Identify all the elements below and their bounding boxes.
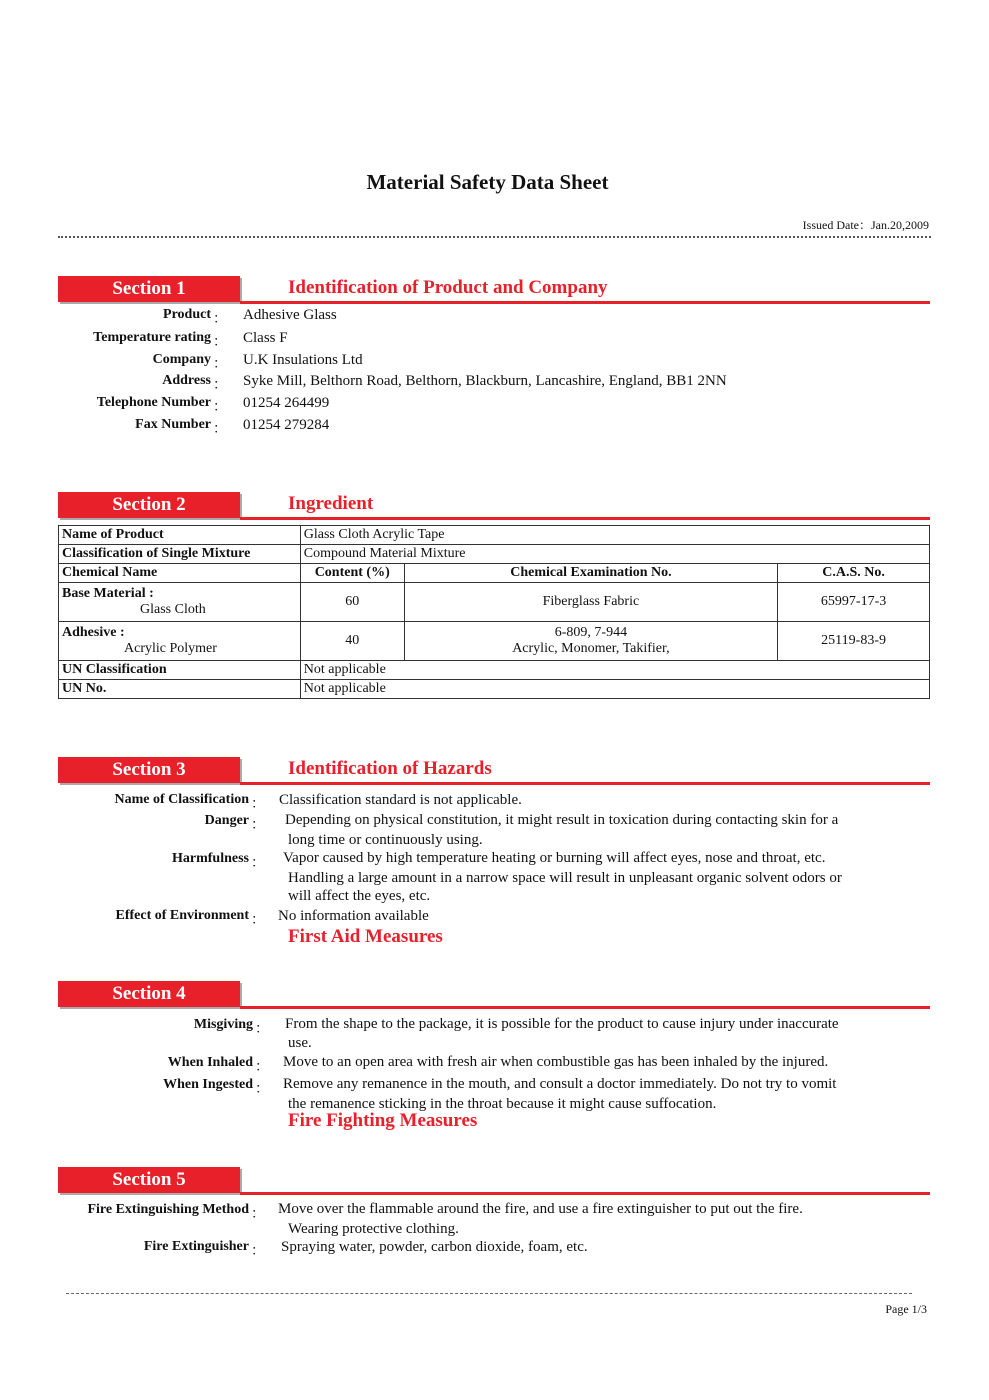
section-5-header <box>58 1167 930 1195</box>
harmfulness-line-3: will affect the eyes, etc. <box>288 888 431 904</box>
un-no-label: UN No. <box>59 680 301 699</box>
product-value: Adhesive Glass <box>243 307 337 323</box>
un-no-value: Not applicable <box>300 680 929 699</box>
section-2-tab: Section 2 <box>58 492 240 518</box>
danger-line-1: Depending on physical constitution, it might result in toxication during contacting skin for a <box>285 812 839 828</box>
temperature-rating-value: Class F <box>243 330 288 346</box>
header-content: Content (%) <box>300 564 404 583</box>
ingested-line-2: the remanence sticking in the throat because it might cause suffocation. <box>288 1096 717 1112</box>
section-1-rule <box>240 301 930 304</box>
address-label: Address <box>162 373 211 388</box>
header-exam-no: Chemical Examination No. <box>404 564 777 583</box>
table-row <box>59 545 930 564</box>
exam-no-line: 6-809, 7-944 <box>554 625 628 640</box>
section-4-rule <box>240 1006 930 1009</box>
table-row <box>59 680 930 699</box>
telephone-value: 01254 264499 <box>243 395 330 411</box>
address-value: Syke Mill, Belthorn Road, Belthorn, Blackburn, Lancashire, England, BB1 2NN <box>243 373 727 389</box>
section-3-rule <box>240 782 930 785</box>
ingested-label: When Ingested <box>163 1077 253 1092</box>
table-header-row <box>59 564 930 583</box>
misgiving-line-1: From the shape to the package, it is possible for the product to cause injury under inaccurate <box>285 1016 839 1032</box>
chemical-name-cell <box>59 622 301 661</box>
colon: ： <box>213 422 227 437</box>
name-of-product-label: Name of Product <box>59 526 301 545</box>
section-1-tab: Section 1 <box>58 276 240 302</box>
harmfulness-label: Harmfulness <box>172 851 249 866</box>
ingested-line-1: Remove any remanence in the mouth, and consult a doctor immediately. Do not try to vomit <box>283 1076 837 1092</box>
exam-no-cell: Fiberglass Fabric <box>404 583 777 622</box>
table-row <box>59 661 930 680</box>
group-label: Adhesive : <box>62 625 125 640</box>
section-3-tab: Section 3 <box>58 757 240 783</box>
section-3-title: Identification of Hazards <box>288 758 492 779</box>
telephone-label: Telephone Number <box>96 395 211 410</box>
section-2-rule <box>240 517 930 520</box>
content-cell: 60 <box>300 583 404 622</box>
issued-value: Jan.20,2009 <box>871 218 929 232</box>
chemical-name: Glass Cloth <box>140 602 206 617</box>
un-classification-value: Not applicable <box>300 661 929 680</box>
harmfulness-line-2: Handling a large amount in a narrow space will result in unpleasant organic solvent odors or <box>288 870 842 886</box>
table-row <box>59 526 930 545</box>
cas-no-cell: 65997-17-3 <box>778 583 930 622</box>
table-row <box>59 622 930 661</box>
extinguishing-method-label: Fire Extinguishing Method <box>87 1202 249 1217</box>
extinguishing-method-line-2: Wearing protective clothing. <box>288 1221 459 1237</box>
colon: ： <box>213 400 227 415</box>
danger-label: Danger <box>204 813 249 828</box>
company-label: Company <box>152 352 211 367</box>
classification-name-value: Classification standard is not applicable. <box>279 792 522 808</box>
document-title: Material Safety Data Sheet <box>366 170 609 194</box>
colon: ： <box>213 357 227 372</box>
cas-no-cell: 25119-83-9 <box>778 622 930 661</box>
group-label: Base Material : <box>62 586 154 601</box>
environment-label: Effect of Environment <box>115 908 249 923</box>
chemical-name-cell <box>59 583 301 622</box>
colon: ： <box>255 1082 269 1097</box>
classification-label: Classification of Single Mixture <box>59 545 301 564</box>
extinguisher-label: Fire Extinguisher <box>143 1239 249 1254</box>
colon: ： <box>251 913 265 928</box>
section-3-header <box>58 757 930 785</box>
issued-date <box>803 216 929 233</box>
colon: ： <box>255 1060 269 1075</box>
exam-no-line: Acrylic, Monomer, Takifier, <box>512 641 670 656</box>
section-5-title: Fire Fighting Measures <box>288 1110 478 1131</box>
colon: ： <box>213 335 227 350</box>
header-cas-no: C.A.S. No. <box>778 564 930 583</box>
classification-value: Compound Material Mixture <box>300 545 929 564</box>
inhaled-label: When Inhaled <box>167 1055 253 1070</box>
colon: ： <box>251 797 265 812</box>
product-label: Product <box>163 307 211 322</box>
colon: ： <box>251 1207 265 1222</box>
fax-value: 01254 279284 <box>243 417 330 433</box>
section-5-rule <box>240 1192 930 1195</box>
section-1-header <box>58 276 930 304</box>
fax-label: Fax Number <box>135 417 211 432</box>
colon: ： <box>213 312 227 327</box>
misgiving-label: Misgiving <box>193 1017 253 1032</box>
section-2-title: Ingredient <box>288 493 374 514</box>
exam-no-cell <box>404 622 777 661</box>
section-2-header <box>58 492 930 520</box>
colon: ： <box>251 1244 265 1259</box>
table-row <box>59 583 930 622</box>
un-classification-label: UN Classification <box>59 661 301 680</box>
colon: ： <box>255 1022 269 1037</box>
classification-name-label: Name of Classification <box>114 792 249 807</box>
header-divider <box>58 236 931 238</box>
section-4-header <box>58 981 930 1009</box>
colon: ： <box>251 818 265 833</box>
page-number: Page 1/3 <box>885 1302 927 1316</box>
extinguishing-method-line-1: Move over the flammable around the fire, and use a fire extinguisher to put out the fire. <box>278 1201 803 1217</box>
section-5-tab: Section 5 <box>58 1167 240 1193</box>
colon: ： <box>213 378 227 393</box>
colon: ： <box>251 856 265 871</box>
name-of-product-value: Glass Cloth Acrylic Tape <box>300 526 929 545</box>
section-4-title: First Aid Measures <box>288 926 443 947</box>
danger-line-2: long time or continuously using. <box>288 832 483 848</box>
harmfulness-line-1: Vapor caused by high temperature heating or burning will affect eyes, nose and throat, etc. <box>283 850 826 866</box>
temperature-rating-label: Temperature rating <box>93 330 211 345</box>
section-1-title: Identification of Product and Company <box>288 277 608 298</box>
issued-label: Issued Date： <box>802 218 871 232</box>
content-cell: 40 <box>300 622 404 661</box>
ingredient-table <box>58 525 930 699</box>
header-chemical-name: Chemical Name <box>59 564 301 583</box>
chemical-name: Acrylic Polymer <box>124 641 217 656</box>
extinguisher-value: Spraying water, powder, carbon dioxide, foam, etc. <box>281 1239 588 1255</box>
inhaled-value: Move to an open area with fresh air when combustible gas has been inhaled by the injured. <box>283 1054 829 1070</box>
company-value: U.K Insulations Ltd <box>243 352 363 368</box>
misgiving-line-2: use. <box>288 1035 312 1051</box>
section-4-tab: Section 4 <box>58 981 240 1007</box>
environment-value: No information available <box>278 908 429 924</box>
footer-divider <box>66 1293 912 1294</box>
